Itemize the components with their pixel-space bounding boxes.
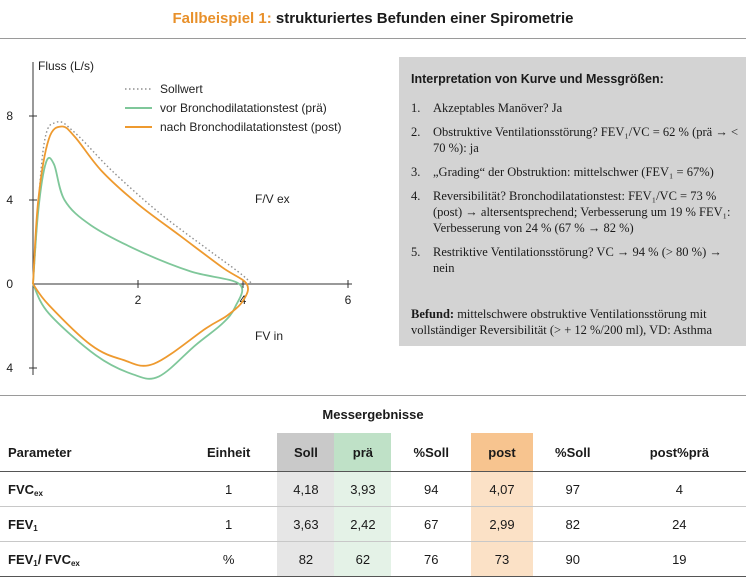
prozent-soll-post-cell: 97 xyxy=(533,472,613,507)
title-rest: strukturiertes Befunden einer Spirometrie xyxy=(275,10,574,27)
item-text: Restriktive Ventilationsstörung? VC → 94 % (> 80 %) → nein xyxy=(433,245,722,275)
col-header-post: post xyxy=(471,433,533,472)
col-header-prae: prä xyxy=(334,433,391,472)
parameter-name: FVC xyxy=(8,481,34,497)
col-header-einheit: Einheit xyxy=(180,433,278,472)
soll-cell: 3,63 xyxy=(277,507,334,542)
table-row xyxy=(0,542,746,577)
y-tick-label: 0 xyxy=(6,277,13,291)
list-item xyxy=(411,164,741,180)
einheit-cell: % xyxy=(180,542,278,577)
results-table xyxy=(0,433,746,577)
soll-cell: 4,18 xyxy=(277,472,334,507)
interpretation-heading: Interpretation von Kurve und Messgrößen: xyxy=(411,72,664,86)
interpretation-list xyxy=(411,100,741,284)
parameter-cell xyxy=(0,507,180,542)
flow-volume-chart xyxy=(0,40,395,390)
list-item xyxy=(411,244,741,276)
prozent-soll-post-cell: 90 xyxy=(533,542,613,577)
title-rule xyxy=(0,38,746,39)
col-header-parameter: Parameter xyxy=(0,433,180,472)
list-item xyxy=(411,124,741,156)
chart-legend xyxy=(125,82,341,134)
table-row xyxy=(0,507,746,542)
annotation-fv-ex: F/V ex xyxy=(255,192,290,206)
prae-cell: 3,93 xyxy=(334,472,391,507)
legend-label: vor Bronchodilatationstest (prä) xyxy=(160,101,327,115)
prozent-soll-cell: 67 xyxy=(391,507,471,542)
x-tick-label: 6 xyxy=(344,293,352,307)
prozent-soll-cell: 76 xyxy=(391,542,471,577)
parameter-tail: / FVC xyxy=(37,551,71,567)
finding xyxy=(411,306,741,338)
list-item xyxy=(411,100,741,116)
x-tick-label: 2 xyxy=(134,293,142,307)
item-text: Akzeptables Manöver? Ja xyxy=(433,101,563,115)
parameter-cell xyxy=(0,542,180,577)
post-prae-cell: 19 xyxy=(613,542,746,577)
soll-cell: 82 xyxy=(277,542,334,577)
prae-curve xyxy=(33,158,242,379)
prozent-soll-cell: 94 xyxy=(391,472,471,507)
item-text: „Grading“ der Obstruktion: mittelschwer (FEV₁ = 67%) xyxy=(433,165,714,179)
prae-cell: 2,42 xyxy=(334,507,391,542)
table-header-row xyxy=(0,433,746,472)
legend-label: Sollwert xyxy=(160,82,203,96)
title-lead: Fallbeispiel 1: xyxy=(172,10,272,27)
item-number: 5. xyxy=(411,245,421,259)
item-number: 2. xyxy=(411,125,421,139)
col-header-prozent-soll: %Soll xyxy=(391,433,471,472)
parameter-name: FEV xyxy=(8,551,34,567)
y-axis-label: Fluss (L/s) xyxy=(38,59,95,73)
post-prae-cell: 4 xyxy=(613,472,746,507)
finding-text: mittelschwere obstruktive Ventilationsstörung mit vollständiger Reversibilität (> + 12 %/200 ml), VD: Asthma xyxy=(411,307,712,337)
einheit-cell: 1 xyxy=(180,507,278,542)
post-cell: 2,99 xyxy=(471,507,533,542)
item-number: 3. xyxy=(411,165,421,179)
parameter-cell xyxy=(0,472,180,507)
results-title: Messergebnisse xyxy=(322,407,424,422)
prozent-soll-post-cell: 82 xyxy=(533,507,613,542)
table-row xyxy=(0,472,746,507)
x-tick-label: 4 xyxy=(239,293,247,307)
interpretation-box xyxy=(399,57,746,346)
list-item xyxy=(411,188,741,236)
col-header-post-prae: post%prä xyxy=(613,433,746,472)
y-tick-label: 4 xyxy=(6,193,13,207)
post-cell: 73 xyxy=(471,542,533,577)
item-number: 1. xyxy=(411,101,421,115)
post-prae-cell: 24 xyxy=(613,507,746,542)
parameter-subscript: 1 xyxy=(33,558,38,568)
col-header-soll: Soll xyxy=(277,433,334,472)
y-tick-label: 8 xyxy=(6,109,13,123)
item-text: Reversibilität? Bronchodilatationstest: FEV₁/VC = 73 % (post) → altersentsprechend; Verbesserung um 19 % FEV₁: Verbesserung von 24 % (67 % → 82 %) xyxy=(433,189,731,235)
legend-label: nach Bronchodilatationstest (post) xyxy=(160,120,342,134)
post-cell: 4,07 xyxy=(471,472,533,507)
annotation-fv-in: FV in xyxy=(255,329,284,343)
y-tick-label: 4 xyxy=(6,361,13,375)
parameter-subscript: 1 xyxy=(33,523,38,533)
finding-label: Befund: xyxy=(411,307,455,321)
einheit-cell: 1 xyxy=(180,472,278,507)
parameter-name: FEV xyxy=(8,516,34,532)
parameter-subscript: ex xyxy=(34,488,43,498)
prae-cell: 62 xyxy=(334,542,391,577)
section-rule xyxy=(0,395,746,396)
parameter-subscript: ex xyxy=(70,558,80,568)
col-header-prozent-soll-post: %Soll xyxy=(533,433,613,472)
item-text: Obstruktive Ventilationsstörung? FEV₁/VC = 62 % (prä → < 70 %): ja xyxy=(433,125,739,155)
item-number: 4. xyxy=(411,189,421,203)
page-title xyxy=(0,0,746,38)
